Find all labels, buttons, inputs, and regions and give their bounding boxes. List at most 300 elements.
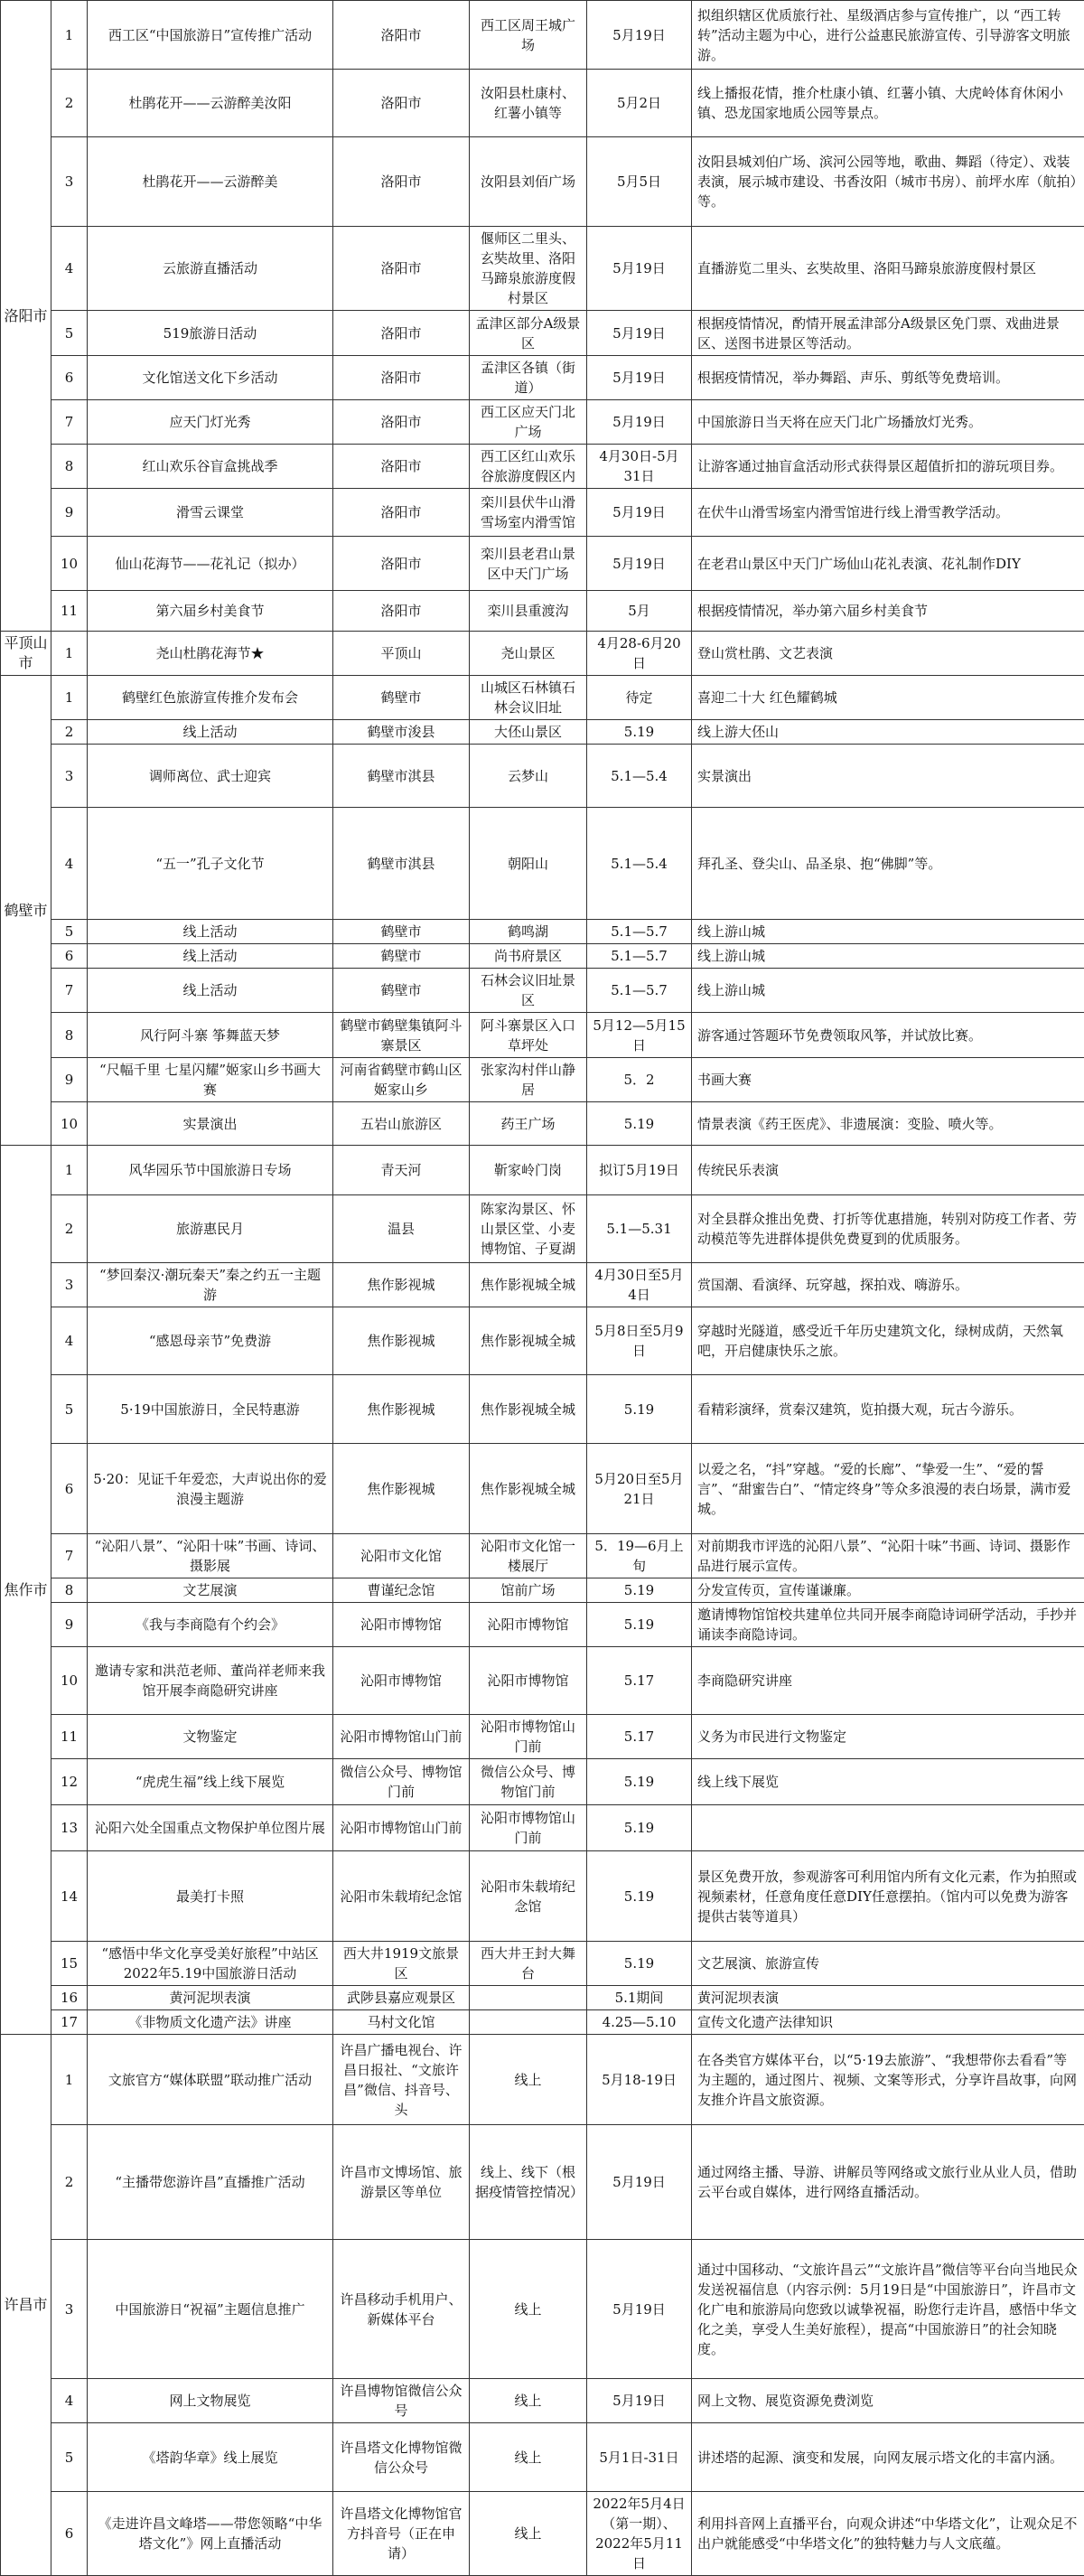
event-date: 5.1—5.4 [587, 745, 692, 808]
table-row [1, 1375, 1084, 1444]
event-date: 5月2日 [587, 70, 692, 137]
organizer: 鹤壁市 [333, 969, 470, 1013]
row-number: 2 [51, 720, 88, 745]
event-description: 李商隐研究讲座 [692, 1647, 1084, 1715]
organizer: 鹤壁市 [333, 920, 470, 944]
table-row [1, 969, 1084, 1013]
row-number: 3 [51, 1263, 88, 1307]
event-date: 5.1—5.7 [587, 920, 692, 944]
venue: 大伾山景区 [470, 720, 587, 745]
event-description: 宣传文化遗产法律知识 [692, 2010, 1084, 2035]
organizer: 焦作影视城 [333, 1444, 470, 1534]
event-name: 仙山花海节——花礼记（拟办） [88, 537, 333, 591]
row-number: 9 [51, 489, 88, 537]
venue: 汝阳县杜康村、红薯小镇等 [470, 70, 587, 137]
event-description: 邀请博物馆馆校共建单位共同开展李商隐诗词研学活动，手抄并诵读李商隐诗词。 [692, 1603, 1084, 1647]
venue: 焦作影视城全城 [470, 1263, 587, 1307]
event-description: 线上播报花情，推介杜康小镇、红薯小镇、大虎岭体育休闲小镇、恐龙国家地质公园等景点。 [692, 70, 1084, 137]
organizer: 洛阳市 [333, 537, 470, 591]
row-number: 3 [51, 2240, 88, 2379]
event-description: 对前期我市评选的沁阳八景”、“沁阳十味”书画、诗词、摄影作品进行展示宣传。 [692, 1534, 1084, 1578]
table-row [1, 356, 1084, 400]
event-date: 4.25—5.10 [587, 2010, 692, 2035]
venue: 西工区周王城广场 [470, 1, 587, 70]
event-description: 让游客通过抽盲盒活动形式获得景区超值折扣的游玩项目券。 [692, 445, 1084, 489]
event-name: 实景演出 [88, 1102, 333, 1146]
event-description: 在伏牛山滑雪场室内滑雪馆进行线上滑雪教学活动。 [692, 489, 1084, 537]
table-row [1, 632, 1084, 676]
table-row [1, 591, 1084, 632]
organizer: 许昌移动手机用户、新媒体平台 [333, 2240, 470, 2379]
table-row [1, 1058, 1084, 1102]
event-date: 5月5日 [587, 137, 692, 227]
row-number: 10 [51, 1102, 88, 1146]
event-name: 鹤壁红色旅游宣传推介发布会 [88, 676, 333, 720]
organizer: 沁阳市朱载堉纪念馆 [333, 1851, 470, 1942]
event-description: 在各类官方媒体平台，以“5·19去旅游”、“我想带你去看看”等为主题的，通过图片、视频、文案等形式，分享许昌故事，向网友推介许昌文旅资源。 [692, 2035, 1084, 2125]
row-number: 6 [51, 2492, 88, 2576]
event-name: 旅游惠民月 [88, 1195, 333, 1263]
event-date: 5.19 [587, 1603, 692, 1647]
venue: 孟津区部分A级景区 [470, 311, 587, 356]
event-description: 通过中国移动、“文旅许昌云”“文旅许昌”微信等平台向当地民众发送祝福信息（内容示例：5月19日是“中国旅游日”，许昌市文化广电和旅游局向您致以诚挚祝福，盼您行走许昌，感悟中华文化之美，享受人生美好旅程），提高“中国旅游日”的社会知晓度。 [692, 2240, 1084, 2379]
event-name: 《塔韵华章》线上展览 [88, 2423, 333, 2492]
event-description: 书画大赛 [692, 1058, 1084, 1102]
organizer: 平顶山 [333, 632, 470, 676]
organizer: 洛阳市 [333, 489, 470, 537]
event-description: 义务为市民进行文物鉴定 [692, 1715, 1084, 1759]
table-row [1, 1534, 1084, 1578]
row-number: 6 [51, 944, 88, 969]
event-date: 5.19 [587, 720, 692, 745]
row-number: 7 [51, 400, 88, 445]
row-number: 11 [51, 1715, 88, 1759]
table-row [1, 2492, 1084, 2576]
row-number: 4 [51, 2379, 88, 2423]
event-name: 线上活动 [88, 944, 333, 969]
event-description: 登山赏杜鹃、文艺表演 [692, 632, 1084, 676]
event-name: 519旅游日活动 [88, 311, 333, 356]
event-date: 5月19日 [587, 1, 692, 70]
venue: 朝阳山 [470, 808, 587, 920]
row-number: 16 [51, 1986, 88, 2010]
venue: 栾川县老君山景区中天门广场 [470, 537, 587, 591]
organizer: 焦作影视城 [333, 1375, 470, 1444]
event-date: 5月19日 [587, 227, 692, 311]
organizer: 西大井1919文旅景区 [333, 1942, 470, 1986]
city-name: 许昌市 [1, 2035, 51, 2576]
event-description: 讲述塔的起源、演变和发展，向网友展示塔文化的丰富内涵。 [692, 2423, 1084, 2492]
venue: 鹤鸣湖 [470, 920, 587, 944]
row-number: 1 [51, 632, 88, 676]
event-name: 线上活动 [88, 969, 333, 1013]
venue: 线上 [470, 2423, 587, 2492]
venue: 焦作影视城全城 [470, 1444, 587, 1534]
event-name: “五一”孔子文化节 [88, 808, 333, 920]
event-description: 穿越时光隧道，感受近千年历史建筑文化，绿树成荫，天然氧吧，开启健康快乐之旅。 [692, 1307, 1084, 1375]
venue: 阿斗寨景区入口草坪处 [470, 1013, 587, 1058]
event-description: 直播游览二里头、玄奘故里、洛阳马蹄泉旅游度假村景区 [692, 227, 1084, 311]
event-name: “梦回秦汉·潮玩秦天”秦之约五一主题游 [88, 1263, 333, 1307]
venue: 微信公众号、博物馆门前 [470, 1759, 587, 1805]
row-number: 13 [51, 1805, 88, 1851]
event-date: 5月18-19日 [587, 2035, 692, 2125]
table-row [1, 2125, 1084, 2240]
venue: 孟津区各镇（街道） [470, 356, 587, 400]
city-name: 鹤壁市 [1, 676, 51, 1146]
city-name: 平顶山市 [1, 632, 51, 676]
venue: 尧山景区 [470, 632, 587, 676]
organizer: 沁阳市博物馆山门前 [333, 1805, 470, 1851]
event-name: “感恩母亲节”免费游 [88, 1307, 333, 1375]
venue: 焦作影视城全城 [470, 1307, 587, 1375]
table-row [1, 1851, 1084, 1942]
row-number: 1 [51, 676, 88, 720]
row-number: 12 [51, 1759, 88, 1805]
organizer: 温县 [333, 1195, 470, 1263]
organizer: 许昌塔文化博物馆微信公众号 [333, 2423, 470, 2492]
venue: 石林会议旧址景区 [470, 969, 587, 1013]
event-date: 4月28-6月20日 [587, 632, 692, 676]
event-description: 网上文物、展览资源免费浏览 [692, 2379, 1084, 2423]
organizer: 洛阳市 [333, 1, 470, 70]
event-date: 拟订5月19日 [587, 1146, 692, 1195]
venue: 陈家沟景区、怀山景区堂、小麦博物馆、子夏湖 [470, 1195, 587, 1263]
venue: 沁阳市博物馆 [470, 1603, 587, 1647]
event-description [692, 1805, 1084, 1851]
city-name: 焦作市 [1, 1146, 51, 2035]
event-date: 5.17 [587, 1715, 692, 1759]
organizer: 鹤壁市浚县 [333, 720, 470, 745]
event-name: 文艺展演 [88, 1578, 333, 1603]
row-number: 8 [51, 1013, 88, 1058]
organizer: 青天河 [333, 1146, 470, 1195]
venue: 沁阳市博物馆山门前 [470, 1715, 587, 1759]
table-row [1, 227, 1084, 311]
event-date: 5.1—5.7 [587, 944, 692, 969]
event-description: 看精彩演绎，赏秦汉建筑，览拍摄大观，玩古今游乐。 [692, 1375, 1084, 1444]
table-row [1, 944, 1084, 969]
row-number: 9 [51, 1058, 88, 1102]
event-date: 待定 [587, 676, 692, 720]
organizer: 沁阳市博物馆 [333, 1647, 470, 1715]
organizer: 鹤壁市 [333, 676, 470, 720]
table-row [1, 311, 1084, 356]
organizer: 鹤壁市鹤壁集镇阿斗寨景区 [333, 1013, 470, 1058]
event-date: 5.19 [587, 1375, 692, 1444]
table-row [1, 1986, 1084, 2010]
table-row [1, 1805, 1084, 1851]
event-description: 线上游山城 [692, 920, 1084, 944]
event-date: 5月19日 [587, 2125, 692, 2240]
event-name: “感悟中华文化享受美好旅程”中站区2022年5.19中国旅游日活动 [88, 1942, 333, 1986]
event-description: 根据疫情情况，酌情开展孟津部分A级景区免门票、戏曲进景区、送图书进景区等活动。 [692, 311, 1084, 356]
organizer: 武陟县嘉应观景区 [333, 1986, 470, 2010]
event-description: 黄河泥坝表演 [692, 1986, 1084, 2010]
event-name: 线上活动 [88, 720, 333, 745]
event-date: 5.19 [587, 1578, 692, 1603]
table-row [1, 1942, 1084, 1986]
row-number: 5 [51, 311, 88, 356]
event-description: 拟组织辖区优质旅行社、星级酒店参与宣传推广，以 “西工转转”活动主题为中心，进行公益惠民旅游宣传、引导游客文明旅游。 [692, 1, 1084, 70]
venue: 尚书府景区 [470, 944, 587, 969]
table-row [1, 400, 1084, 445]
venue: 西大井王封大舞台 [470, 1942, 587, 1986]
event-date: 5.1—5.7 [587, 969, 692, 1013]
organizer: 洛阳市 [333, 137, 470, 227]
event-description: 拜孔圣、登尖山、品圣泉、抱“佛脚”等。 [692, 808, 1084, 920]
event-date: 5月8日至5月9日 [587, 1307, 692, 1375]
event-date: 5.19 [587, 1851, 692, 1942]
table-row [1, 2010, 1084, 2035]
venue: 沁阳市博物馆 [470, 1647, 587, 1715]
event-name: 调师离位、武士迎宾 [88, 745, 333, 808]
organizer: 鹤壁市 [333, 944, 470, 969]
event-date: 5月19日 [587, 489, 692, 537]
table-row [1, 1647, 1084, 1715]
venue: 山城区石林镇石林会议旧址 [470, 676, 587, 720]
row-number: 6 [51, 1444, 88, 1534]
organizer: 鹤壁市淇县 [333, 745, 470, 808]
table-row [1, 1307, 1084, 1375]
event-name: 文化馆送文化下乡活动 [88, 356, 333, 400]
event-name: 《非物质文化遗产法》讲座 [88, 2010, 333, 2035]
venue: 栾川县重渡沟 [470, 591, 587, 632]
table-row [1, 489, 1084, 537]
organizer: 沁阳市博物馆 [333, 1603, 470, 1647]
event-description: 线上游大伾山 [692, 720, 1084, 745]
table-row [1, 676, 1084, 720]
event-name: 红山欢乐谷盲盒挑战季 [88, 445, 333, 489]
table-row [1, 537, 1084, 591]
venue: 栾川县伏牛山滑雪场室内滑雪馆 [470, 489, 587, 537]
venue: 沁阳市文化馆一楼展厅 [470, 1534, 587, 1578]
event-name: 文旅官方“媒体联盟”联动推广活动 [88, 2035, 333, 2125]
venue: 线上 [470, 2035, 587, 2125]
table-row [1, 1146, 1084, 1195]
row-number: 3 [51, 745, 88, 808]
row-number: 14 [51, 1851, 88, 1942]
event-name: 风行阿斗寨 筝舞蓝天梦 [88, 1013, 333, 1058]
event-description: 景区免费开放，参观游客可利用馆内所有文化元素，作为拍照或视频素材，任意角度任意DIY任意摆拍。（馆内可以免费为游客提供古装等道具） [692, 1851, 1084, 1942]
event-description: 分发宣传页，宣传谨谦廉。 [692, 1578, 1084, 1603]
event-name: 文物鉴定 [88, 1715, 333, 1759]
event-description: 根据疫情情况，举办第六届乡村美食节 [692, 591, 1084, 632]
event-date: 5月19日 [587, 2379, 692, 2423]
row-number: 7 [51, 1534, 88, 1578]
venue: 张家沟村伴山静居 [470, 1058, 587, 1102]
table-row [1, 920, 1084, 944]
table-row [1, 1715, 1084, 1759]
organizer: 沁阳市文化馆 [333, 1534, 470, 1578]
event-name: 黄河泥坝表演 [88, 1986, 333, 2010]
event-name: 风华园乐节中国旅游日专场 [88, 1146, 333, 1195]
event-date: 5.1—5.4 [587, 808, 692, 920]
organizer: 河南省鹤壁市鹤山区姬家山乡 [333, 1058, 470, 1102]
event-date: 5.19 [587, 1805, 692, 1851]
venue: 沁阳市博物馆山门前 [470, 1805, 587, 1851]
row-number: 9 [51, 1603, 88, 1647]
event-description: 文艺展演、旅游宣传 [692, 1942, 1084, 1986]
event-name: 5·20：见证千年爱恋，大声说出你的爱浪漫主题游 [88, 1444, 333, 1534]
event-description: 传统民乐表演 [692, 1146, 1084, 1195]
event-description: 实景演出 [692, 745, 1084, 808]
venue: 靳家岭门岗 [470, 1146, 587, 1195]
event-date: 5月12—5月15日 [587, 1013, 692, 1058]
row-number: 8 [51, 1578, 88, 1603]
venue: 西工区红山欢乐谷旅游度假区内 [470, 445, 587, 489]
event-name: 《走进许昌文峰塔——带您领略“中华塔文化”》网上直播活动 [88, 2492, 333, 2576]
table-row [1, 1444, 1084, 1534]
row-number: 10 [51, 1647, 88, 1715]
table-row [1, 1263, 1084, 1307]
event-date: 5.19 [587, 1942, 692, 1986]
event-name: 杜鹃花开——云游醉美 [88, 137, 333, 227]
organizer: 许昌博物馆微信公众号 [333, 2379, 470, 2423]
organizer: 曹谨纪念馆 [333, 1578, 470, 1603]
event-name: 尧山杜鹃花海节★ [88, 632, 333, 676]
organizer: 焦作影视城 [333, 1263, 470, 1307]
event-name: “主播带您游许昌”直播推广活动 [88, 2125, 333, 2240]
organizer: 焦作影视城 [333, 1307, 470, 1375]
event-date: 2022年5月4日（第一期）、2022年5月11日 [587, 2492, 692, 2576]
event-description: 游客通过答题环节免费领取风筝，并试放比赛。 [692, 1013, 1084, 1058]
event-description: 线上游山城 [692, 944, 1084, 969]
event-date: 4月30日-5月31日 [587, 445, 692, 489]
organizer: 洛阳市 [333, 311, 470, 356]
organizer: 许昌广播电视台、许昌日报社、“文旅许昌”微信、抖音号、头 [333, 2035, 470, 2125]
table-row [1, 720, 1084, 745]
row-number: 1 [51, 1146, 88, 1195]
organizer: 沁阳市博物馆山门前 [333, 1715, 470, 1759]
row-number: 10 [51, 537, 88, 591]
row-number: 1 [51, 2035, 88, 2125]
event-description: 线上游山城 [692, 969, 1084, 1013]
table-row [1, 1603, 1084, 1647]
event-description: 在老君山景区中天门广场仙山花礼表演、花礼制作DIY [692, 537, 1084, 591]
event-date: 5月19日 [587, 311, 692, 356]
event-name: 《我与李商隐有个约会》 [88, 1603, 333, 1647]
venue [470, 1986, 587, 2010]
organizer: 洛阳市 [333, 445, 470, 489]
event-name: 最美打卡照 [88, 1851, 333, 1942]
venue: 云梦山 [470, 745, 587, 808]
table-row [1, 1102, 1084, 1146]
venue: 药王广场 [470, 1102, 587, 1146]
organizer: 五岩山旅游区 [333, 1102, 470, 1146]
event-date: 5.1期间 [587, 1986, 692, 2010]
event-description: 情景表演《药王医虎》、非遗展演：变脸、喷火等。 [692, 1102, 1084, 1146]
row-number: 2 [51, 70, 88, 137]
row-number: 2 [51, 2125, 88, 2240]
event-name: 西工区“中国旅游日”宣传推广活动 [88, 1, 333, 70]
venue: 线上、线下（根据疫情管控情况） [470, 2125, 587, 2240]
table-row [1, 445, 1084, 489]
event-description: 以爱之名，“抖”穿越。“爱的长廊”、“挚爱一生”、“爱的誓言”、“甜蜜告白”、“情定终身”等众多浪漫的表白场景，满市爱城。 [692, 1444, 1084, 1534]
table-row [1, 1013, 1084, 1058]
table-row [1, 137, 1084, 227]
event-description: 汝阳县城刘伯广场、滨河公园等地，歌曲、舞蹈（待定）、戏装表演，展示城市建设、书香汝阳（城市书房）、前坪水库（航拍）等。 [692, 137, 1084, 227]
row-number: 5 [51, 2423, 88, 2492]
row-number: 2 [51, 1195, 88, 1263]
venue: 偃师区二里头、玄奘故里、洛阳马蹄泉旅游度假村景区 [470, 227, 587, 311]
venue: 汝阳县刘佰广场 [470, 137, 587, 227]
table-row [1, 2423, 1084, 2492]
row-number: 8 [51, 445, 88, 489]
event-date: 5.1—5.31 [587, 1195, 692, 1263]
venue: 线上 [470, 2379, 587, 2423]
venue: 沁阳市朱载堉纪念馆 [470, 1851, 587, 1942]
event-date: 5月 [587, 591, 692, 632]
event-name: 第六届乡村美食节 [88, 591, 333, 632]
organizer: 马村文化馆 [333, 2010, 470, 2035]
row-number: 4 [51, 808, 88, 920]
event-date: 5月19日 [587, 537, 692, 591]
row-number: 4 [51, 1307, 88, 1375]
row-number: 3 [51, 137, 88, 227]
table-row [1, 2035, 1084, 2125]
table-row [1, 745, 1084, 808]
organizer: 微信公众号、博物馆门前 [333, 1759, 470, 1805]
event-name: 杜鹃花开——云游醉美汝阳 [88, 70, 333, 137]
table-row [1, 808, 1084, 920]
event-date: 5月1日-31日 [587, 2423, 692, 2492]
event-date: 5月19日 [587, 2240, 692, 2379]
table-row [1, 2240, 1084, 2379]
table-row [1, 1578, 1084, 1603]
organizer: 洛阳市 [333, 591, 470, 632]
table-row [1, 2379, 1084, 2423]
event-date: 5月19日 [587, 356, 692, 400]
venue: 焦作影视城全城 [470, 1375, 587, 1444]
venue: 馆前广场 [470, 1578, 587, 1603]
row-number: 4 [51, 227, 88, 311]
event-name: “尺幅千里 七星闪耀”姬家山乡书画大赛 [88, 1058, 333, 1102]
event-description: 赏国潮、看演绎、玩穿越，探拍戏、嗨游乐。 [692, 1263, 1084, 1307]
organizer: 洛阳市 [333, 70, 470, 137]
venue: 线上 [470, 2240, 587, 2379]
event-name: 沁阳六处全国重点文物保护单位图片展 [88, 1805, 333, 1851]
event-description: 中国旅游日当天将在应天门北广场播放灯光秀。 [692, 400, 1084, 445]
row-number: 7 [51, 969, 88, 1013]
row-number: 11 [51, 591, 88, 632]
event-name: 中国旅游日“祝福”主题信息推广 [88, 2240, 333, 2379]
row-number: 6 [51, 356, 88, 400]
table-row [1, 1, 1084, 70]
event-name: 网上文物展览 [88, 2379, 333, 2423]
event-description: 利用抖音网上直播平台，向观众讲述“中华塔文化”，让观众足不出户就能感受“中华塔文化”的独特魅力与人文底蕴。 [692, 2492, 1084, 2576]
event-date: 5月19日 [587, 400, 692, 445]
event-description: 根据疫情情况，举办舞蹈、声乐、剪纸等免费培训。 [692, 356, 1084, 400]
organizer: 许昌塔文化博物馆官方抖音号（正在申请） [333, 2492, 470, 2576]
city-name: 洛阳市 [1, 1, 51, 632]
row-number: 17 [51, 2010, 88, 2035]
venue [470, 2010, 587, 2035]
row-number: 15 [51, 1942, 88, 1986]
event-date: 5.19 [587, 1102, 692, 1146]
event-name: “虎虎生福”线上线下展览 [88, 1759, 333, 1805]
table-row [1, 1195, 1084, 1263]
venue: 西工区应天门北广场 [470, 400, 587, 445]
event-date: 5．19—6月上旬 [587, 1534, 692, 1578]
row-number: 5 [51, 920, 88, 944]
event-date: 5．2 [587, 1058, 692, 1102]
venue: 线上 [470, 2492, 587, 2576]
organizer: 洛阳市 [333, 227, 470, 311]
row-number: 1 [51, 1, 88, 70]
event-name: 应天门灯光秀 [88, 400, 333, 445]
table-row [1, 1759, 1084, 1805]
